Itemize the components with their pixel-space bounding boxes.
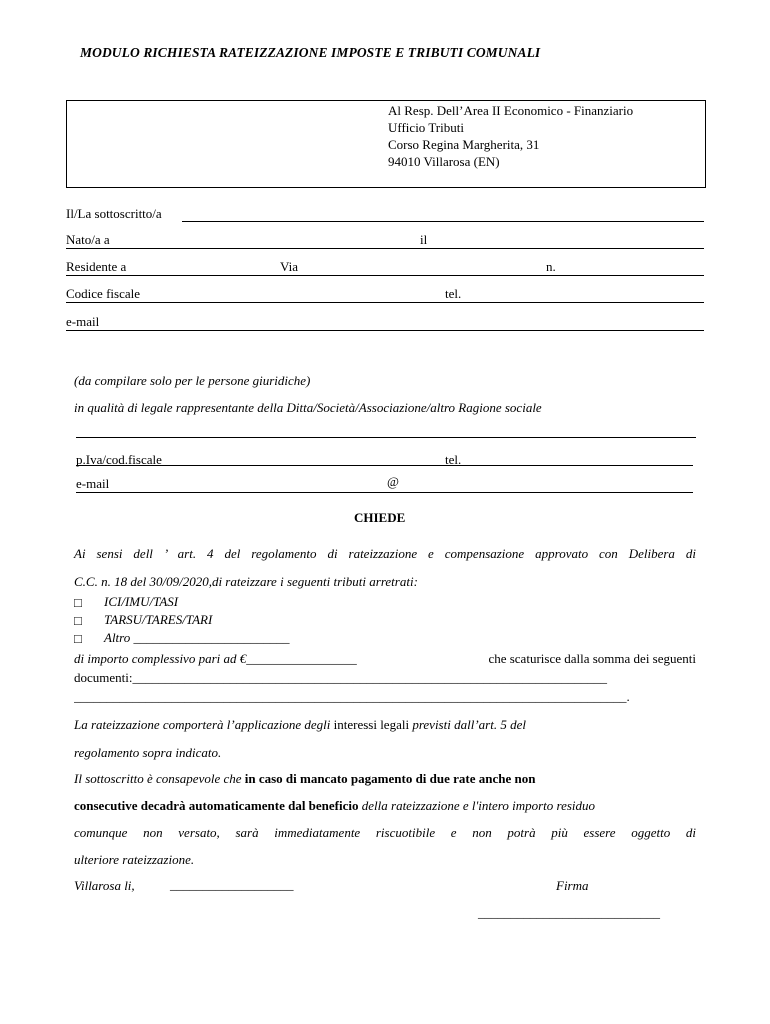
documents-line-1[interactable]: documenti:_________________________________________________________________________ xyxy=(74,670,607,685)
vat-label: p.Iva/cod.fiscale xyxy=(76,452,162,467)
date-field[interactable]: ___________________ xyxy=(170,877,294,892)
birthdate-label: il xyxy=(420,232,428,247)
recipient-address xyxy=(388,102,633,170)
option-altro: Altro ________________________ xyxy=(104,630,290,645)
legal-representative-text: in qualità di legale rappresentante della Ditta/Società/Associazione/altro Ragione sociale xyxy=(74,400,542,415)
request-heading: CHIEDE xyxy=(354,510,406,525)
request-intro-line-2: C.C. n. 18 del 30/09/2020,di rateizzare i seguenti tributi arretrati: xyxy=(74,574,418,589)
undersigned-field[interactable] xyxy=(182,221,704,222)
street-label: Via xyxy=(280,259,298,274)
checkbox-ici-imu-tasi[interactable]: □ xyxy=(74,595,82,610)
request-intro-line-1: Ai sensi dell ’ art. 4 del regolamento di rateizzazione e compensazione approvato con Delibera di xyxy=(74,546,696,561)
terms-paragraph-2-line-4: ulteriore rateizzazione. xyxy=(74,852,195,867)
company-phone-label: tel. xyxy=(445,452,462,467)
legal-entity-note: (da compilare solo per le persone giuridiche) xyxy=(74,373,311,388)
terms-p2-b: in caso di mancato pagamento di due rate anche non xyxy=(244,771,536,786)
undersigned-label: Il/La sottoscritto/a xyxy=(66,206,162,221)
email-label: e-mail xyxy=(66,314,100,329)
amount-origin-text: che scaturisce dalla somma dei seguenti xyxy=(488,651,696,666)
company-name-field[interactable] xyxy=(76,437,696,438)
place-label: Villarosa li, xyxy=(74,878,135,893)
recipient-line-3: Corso Regina Margherita, 31 xyxy=(388,137,540,152)
terms-paragraph-1-line-2: regolamento sopra indicato. xyxy=(74,745,222,760)
terms-paragraph-2-line-2 xyxy=(74,798,696,814)
company-email-label: e-mail xyxy=(76,476,110,491)
terms-paragraph-2-line-1 xyxy=(74,771,696,787)
terms-p1-c: previsti dall’art. 5 del xyxy=(412,717,526,732)
terms-paragraph-2-line-3: comunque non versato, sarà immediatamente riscuotibile e non potrà più essere oggetto di xyxy=(74,825,696,840)
option-tarsu-tares-tari: TARSU/TARES/TARI xyxy=(104,612,213,627)
recipient-line-4: 94010 Villarosa (EN) xyxy=(388,154,500,169)
email-field[interactable] xyxy=(66,330,704,331)
signature-label: Firma xyxy=(556,878,589,893)
terms-p2-a: Il sottoscritto è consapevole che xyxy=(74,771,242,786)
terms-p1-b: interessi legali xyxy=(333,717,410,732)
residence-field[interactable] xyxy=(66,275,704,276)
amount-text: di importo complessivo pari ad €_________________ xyxy=(74,651,357,666)
terms-p2-c: consecutive decadrà automaticamente dal beneficio xyxy=(74,798,359,813)
recipient-line-1: Al Resp. Dell’Area II Economico - Finanziario xyxy=(388,103,634,118)
vat-field[interactable] xyxy=(76,465,693,466)
phone-label: tel. xyxy=(445,286,462,301)
document-title: MODULO RICHIESTA RATEIZZAZIONE IMPOSTE E TRIBUTI COMUNALI xyxy=(80,45,541,60)
residence-label: Residente a xyxy=(66,259,127,274)
company-email-field[interactable] xyxy=(76,492,693,493)
option-ici-imu-tasi: ICI/IMU/TASI xyxy=(104,594,179,609)
birthplace-field[interactable] xyxy=(66,248,704,249)
terms-paragraph-1-line-1 xyxy=(74,717,696,733)
checkbox-altro[interactable]: □ xyxy=(74,631,82,646)
checkbox-tarsu-tares-tari[interactable]: □ xyxy=(74,613,82,628)
tax-code-field[interactable] xyxy=(66,302,704,303)
documents-line-2[interactable]: _____________________________________________________________________________________. xyxy=(74,689,630,704)
birthplace-label: Nato/a a xyxy=(66,232,110,247)
at-symbol: @ xyxy=(387,474,399,489)
recipient-line-2: Ufficio Tributi xyxy=(388,120,464,135)
terms-p2-d: della rateizzazione e l'intero importo residuo xyxy=(361,798,596,813)
signature-field[interactable]: ____________________________ xyxy=(478,905,660,920)
tax-code-label: Codice fiscale xyxy=(66,286,140,301)
house-number-label: n. xyxy=(546,259,556,274)
terms-p1-a: La rateizzazione comporterà l’applicazione degli xyxy=(74,717,331,732)
